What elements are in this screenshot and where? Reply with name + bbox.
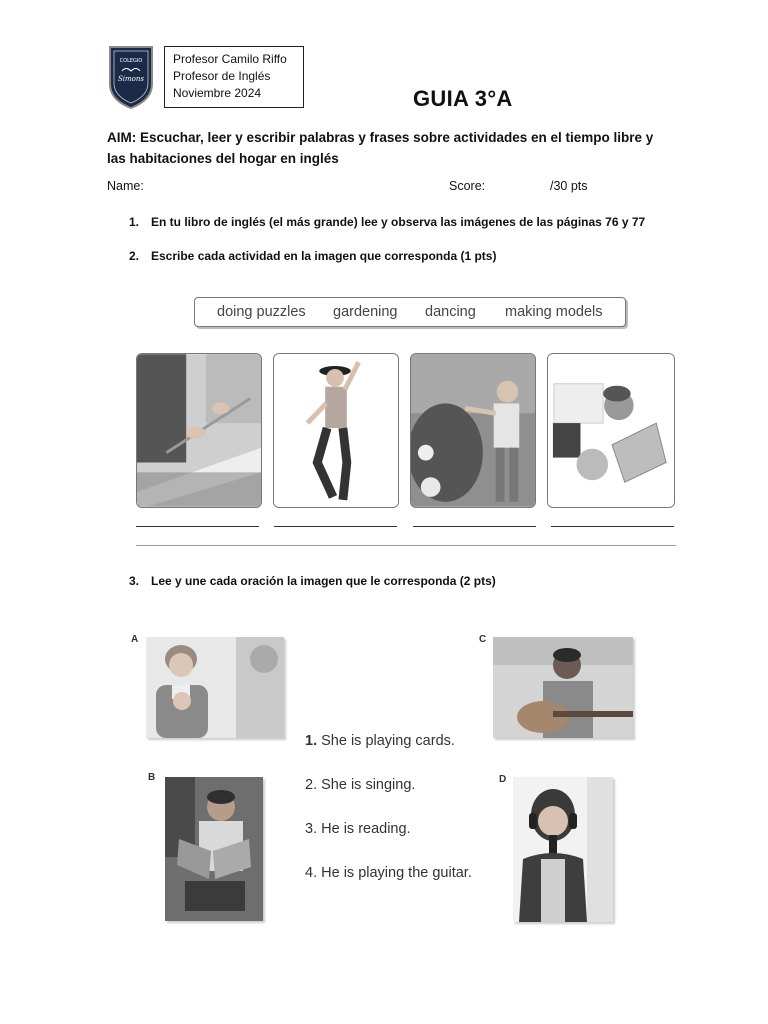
sentence-3 <box>305 821 411 837</box>
word-making-models: making models <box>505 304 603 320</box>
question-1-number: 1. <box>129 215 140 229</box>
teacher-date: Noviembre 2024 <box>173 86 262 100</box>
answer-line-3[interactable] <box>413 526 536 527</box>
match-picture-d-singing <box>513 777 613 922</box>
answer-line-4[interactable] <box>551 526 674 527</box>
page-title: GUIA 3°A <box>413 86 513 111</box>
word-dancing: dancing <box>425 304 476 320</box>
match-picture-a-playing-cards <box>146 637 284 738</box>
question-2-text: Escribe cada actividad en la imagen que corresponda (1 pts) <box>151 249 497 263</box>
sentence-1-number: 1. <box>305 733 318 749</box>
activity-photo-gardening <box>410 353 536 508</box>
activity-photo-making-models <box>136 353 262 508</box>
letter-d: D <box>499 774 507 785</box>
teacher-name: Profesor Camilo Riffo <box>173 52 287 66</box>
word-gardening: gardening <box>333 304 398 320</box>
answer-line-2[interactable] <box>274 526 397 527</box>
logo-text-colegio: COLEGIO <box>119 58 143 64</box>
question-1 <box>129 215 645 229</box>
question-3-text: Lee y une cada oración la imagen que le corresponda (2 pts) <box>151 574 496 588</box>
activity-photo-dancing <box>273 353 399 508</box>
sentence-2-text: She is singing. <box>321 777 416 793</box>
answer-line-1[interactable] <box>136 526 259 527</box>
word-bank <box>194 297 626 327</box>
sentence-2-number: 2. <box>305 777 318 793</box>
teacher-info-box <box>164 46 304 108</box>
sentence-4-number: 4. <box>305 865 318 881</box>
aim-text: AIM: Escuchar, leer y escribir palabras y frases sobre actividades en el tiempo libre y las habitaciones del hogar en inglés <box>107 130 654 166</box>
sentence-3-number: 3. <box>305 821 318 837</box>
match-picture-b-reading <box>165 777 263 921</box>
name-label: Name: <box>107 179 144 193</box>
question-3 <box>129 574 496 588</box>
letter-c: C <box>479 634 487 645</box>
match-picture-c-playing-guitar <box>493 637 633 738</box>
question-2 <box>129 249 496 263</box>
letter-b: B <box>148 772 156 783</box>
activity-photo-doing-puzzles <box>547 353 675 508</box>
score-total: /30 pts <box>550 179 588 193</box>
question-3-number: 3. <box>129 574 140 588</box>
sentence-3-text: He is reading. <box>321 821 411 837</box>
sentence-1-text: She is playing cards. <box>321 733 455 749</box>
school-logo <box>107 44 155 110</box>
question-1-text: En tu libro de inglés (el más grande) lee y observa las imágenes de las páginas 76 y 77 <box>151 215 646 229</box>
word-doing-puzzles: doing puzzles <box>217 304 306 320</box>
sentence-4-text: He is playing the guitar. <box>321 865 472 881</box>
letter-a: A <box>131 634 139 645</box>
question-2-number: 2. <box>129 249 140 263</box>
score-label: Score: <box>449 179 486 193</box>
section-divider <box>136 545 676 546</box>
sentence-1 <box>305 733 455 749</box>
logo-text-simons: Simons <box>118 75 144 83</box>
teacher-subject: Profesor de Inglés <box>173 69 271 83</box>
sentence-2 <box>305 777 415 793</box>
sentence-4 <box>305 865 472 881</box>
